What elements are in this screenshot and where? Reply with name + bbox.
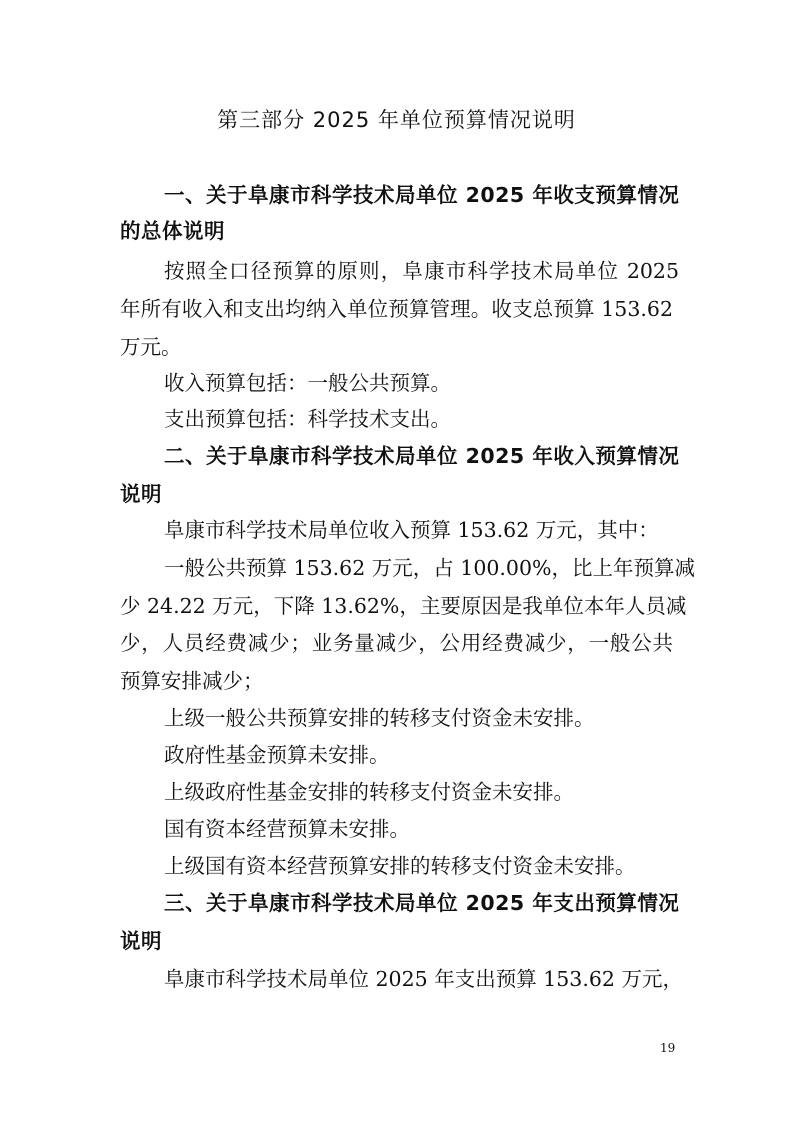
section-2-para-5: 上级政府性基金安排的转移支付资金未安排。 — [164, 780, 574, 804]
section-2-heading-line-1: 二、关于阜康市科学技术局单位 2025 年收入预算情况 — [164, 444, 680, 468]
section-2-para-2-line-2: 少 24.22 万元，下降 13.62%，主要原因是我单位本年人员减 — [120, 594, 687, 618]
section-3-heading-line-2: 说明 — [120, 929, 162, 953]
section-2-heading-line-2: 说明 — [120, 482, 162, 506]
section-2-para-7: 上级国有资本经营预算安排的转移支付资金未安排。 — [164, 854, 636, 878]
section-2-para-3: 上级一般公共预算安排的转移支付资金未安排。 — [164, 706, 595, 730]
page-number: 19 — [660, 1041, 676, 1055]
section-2-para-1: 阜康市科学技术局单位收入预算 153.62 万元，其中： — [164, 518, 659, 542]
section-1-heading-line-2: 的总体说明 — [120, 219, 225, 243]
section-3-heading-line-1: 三、关于阜康市科学技术局单位 2025 年支出预算情况 — [164, 891, 680, 915]
section-1-para-3: 支出预算包括：科学技术支出。 — [164, 407, 451, 431]
section-2-para-4: 政府性基金预算未安排。 — [164, 743, 390, 767]
section-2-para-2-line-4: 预算安排减少； — [120, 669, 264, 693]
section-2-para-2-line-3: 少，人员经费减少；业务量减少，公用经费减少，一般公共 — [120, 631, 673, 655]
section-1-para-1-line-1: 按照全口径预算的原则，阜康市科学技术局单位 2025 — [164, 259, 679, 283]
section-1-para-1-line-3: 万元。 — [120, 335, 182, 359]
section-2-para-6: 国有资本经营预算未安排。 — [164, 817, 410, 841]
section-3-para-1: 阜康市科学技术局单位 2025 年支出预算 153.62 万元， — [164, 967, 683, 991]
section-1-para-2: 收入预算包括：一般公共预算。 — [164, 371, 451, 395]
section-1-heading-line-1: 一、关于阜康市科学技术局单位 2025 年收支预算情况 — [164, 183, 680, 207]
section-1-para-1-line-2: 年所有收入和支出均纳入单位预算管理。收支总预算 153.62 — [120, 297, 673, 321]
section-2-para-2-line-1: 一般公共预算 153.62 万元，占 100.00%，比上年预算减 — [164, 556, 695, 580]
page-title: 第三部分 2025 年单位预算情况说明 — [217, 108, 576, 132]
